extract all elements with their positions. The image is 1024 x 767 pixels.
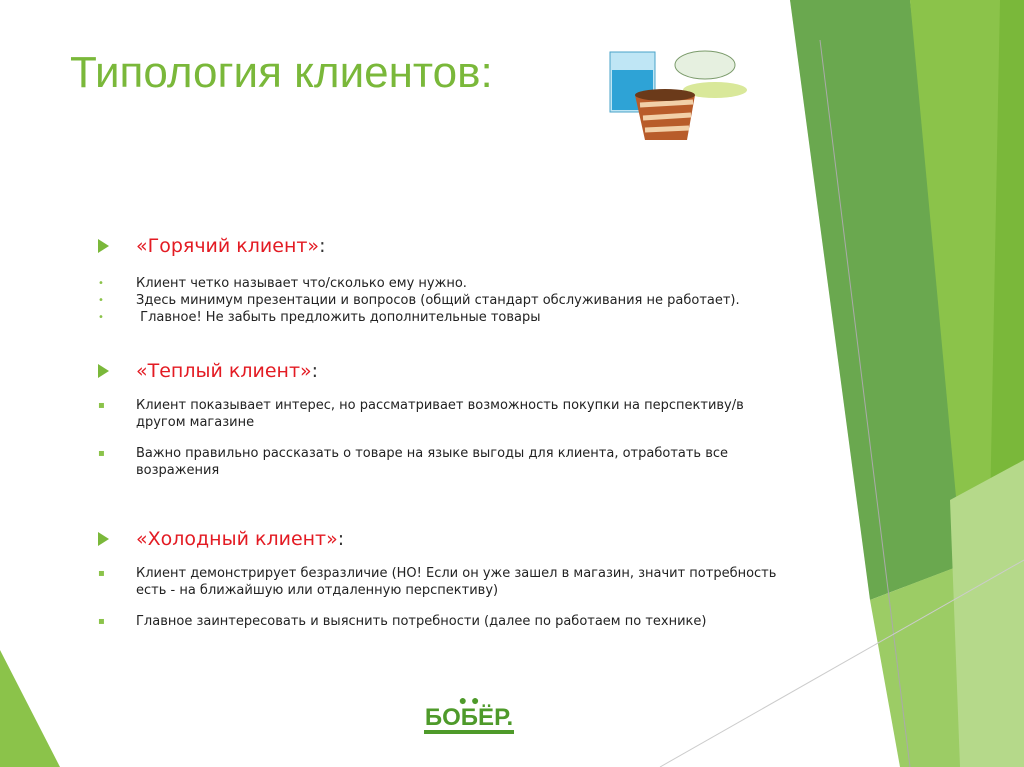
cups-illustration-icon — [605, 40, 750, 140]
list-item: • Главное! Не забыть предложить дополнительные товары — [98, 310, 541, 325]
list-item: ▪ Клиент демонстрирует безразличие (НО! Если он уже зашел в магазин, значит потребность есть - на ближайшую или отдаленную перспективу) — [98, 566, 777, 598]
section-heading: «Холодный клиент» — [136, 528, 338, 550]
list-item: • Клиент четко называет что/сколько ему нужно. — [98, 276, 467, 291]
list-item: ▪ Клиент показывает интерес, но рассматривает возможность покупки на перспективу/в другом магазине — [98, 398, 744, 430]
section-heading: «Теплый клиент» — [136, 360, 312, 382]
section-cold-client — [98, 528, 786, 630]
colon: : — [311, 360, 319, 382]
list-item: • Здесь минимум презентации и вопросов (общий стандарт обслуживания не работает). — [98, 293, 740, 308]
triangle-bullet-icon — [98, 364, 109, 378]
colon: : — [319, 235, 326, 257]
list-item: ▪ Важно правильно рассказать о товаре на языке выгоды для клиента, отработать все возражения — [98, 446, 729, 478]
colon: : — [337, 528, 345, 550]
list-item: ▪ Главное заинтересовать и выяснить потребности (далее по работаем по технике) — [98, 614, 707, 629]
section-hot-client — [98, 235, 786, 326]
section-heading: «Горячий клиент» — [136, 235, 320, 257]
bober-logo: ● ● БОБЁР. — [424, 694, 514, 744]
slide-title: Типология клиентов: — [70, 48, 493, 97]
triangle-bullet-icon — [98, 532, 109, 546]
triangle-bullet-icon — [98, 239, 109, 253]
section-warm-client — [98, 360, 786, 479]
